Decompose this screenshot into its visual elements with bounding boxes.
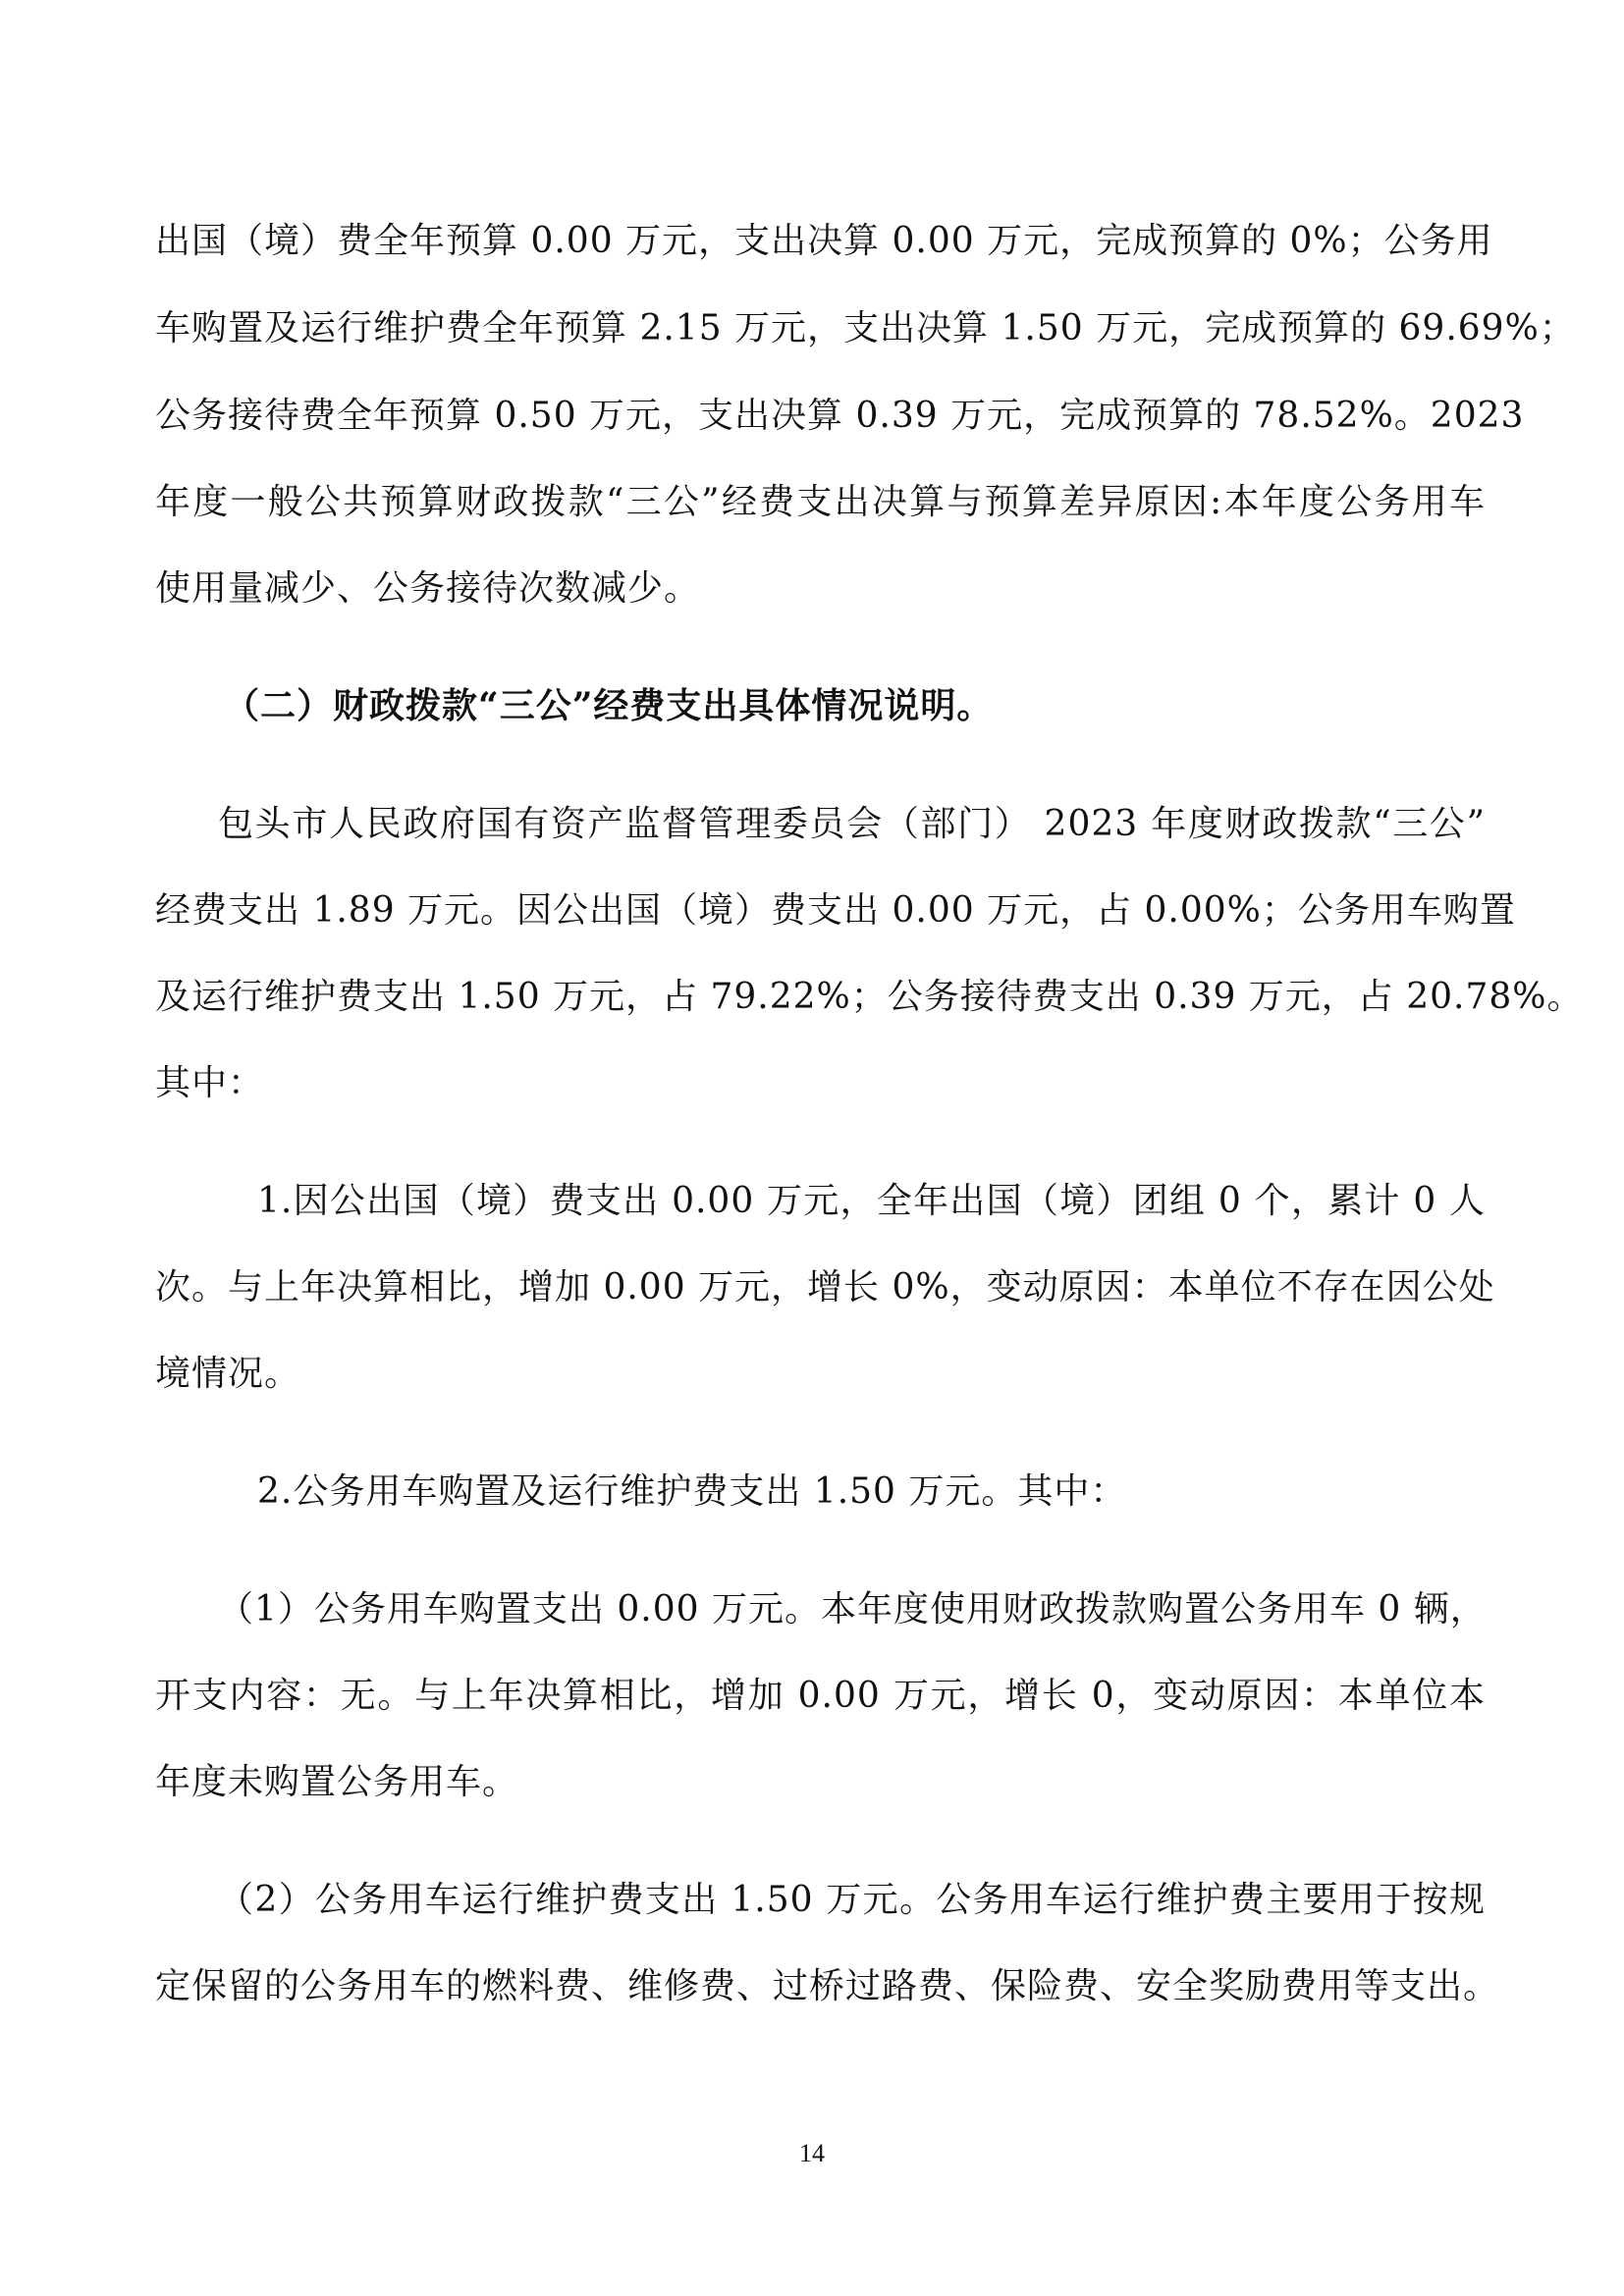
text-line: 1.因公出国（境）费支出 0.00 万元，全年出国（境）团组 0 个，累计 0 人 <box>257 1181 1486 1221</box>
text-line: 年度一般公共预算财政拨款“三公”经费支出决算与预算差异原因:本年度公务用车 <box>155 482 1486 522</box>
text-line: 其中： <box>155 1063 265 1103</box>
text-line: 定保留的公务用车的燃料费、维修费、过桥过路费、保险费、安全奖励费用等支出。 <box>155 1966 1500 2006</box>
text-line: 公务接待费全年预算 0.50 万元，支出决算 0.39 万元，完成预算的 78.52%。2023 <box>155 396 1525 436</box>
text-line: 2.公务用车购置及运行维护费支出 1.50 万元。其中： <box>257 1471 1127 1512</box>
page-number: 14 <box>799 2139 825 2167</box>
section-heading: （二）财政拨款“三公”经费支出具体情况说明。 <box>224 685 994 726</box>
text-line: 开支内容：无。与上年决算相比，增加 0.00 万元，增长 0，变动原因：本单位本 <box>155 1676 1486 1716</box>
text-line: 使用量减少、公务接待次数减少。 <box>155 568 701 609</box>
text-line: 次。与上年决算相比，增加 0.00 万元，增长 0%，变动原因：本单位不存在因公处 <box>155 1267 1495 1308</box>
text-line: 包头市人民政府国有资产监督管理委员会（部门） 2023 年度财政拨款“三公” <box>218 804 1486 844</box>
text-line: 及运行维护费支出 1.50 万元，占 79.22%；公务接待费支出 0.39 万元，占 20.78%。 <box>155 977 1584 1017</box>
text-line: （2）公务用车运行维护费支出 1.50 万元。公务用车运行维护费主要用于按规 <box>218 1880 1486 1920</box>
text-line: 车购置及运行维护费全年预算 2.15 万元，支出决算 1.50 万元，完成预算的 69.69%； <box>155 308 1576 348</box>
text-line: （1）公务用车购置支出 0.00 万元。本年度使用财政拨款购置公务用车 0 辆， <box>218 1589 1487 1629</box>
text-line: 境情况。 <box>155 1354 301 1394</box>
text-line: 出国（境）费全年预算 0.00 万元，支出决算 0.00 万元，完成预算的 0%；公务用 <box>155 221 1493 261</box>
text-line: 经费支出 1.89 万元。因公出国（境）费支出 0.00 万元，占 0.00%；公务用车购置 <box>155 890 1516 931</box>
text-line: 年度未购置公务用车。 <box>155 1762 519 1802</box>
